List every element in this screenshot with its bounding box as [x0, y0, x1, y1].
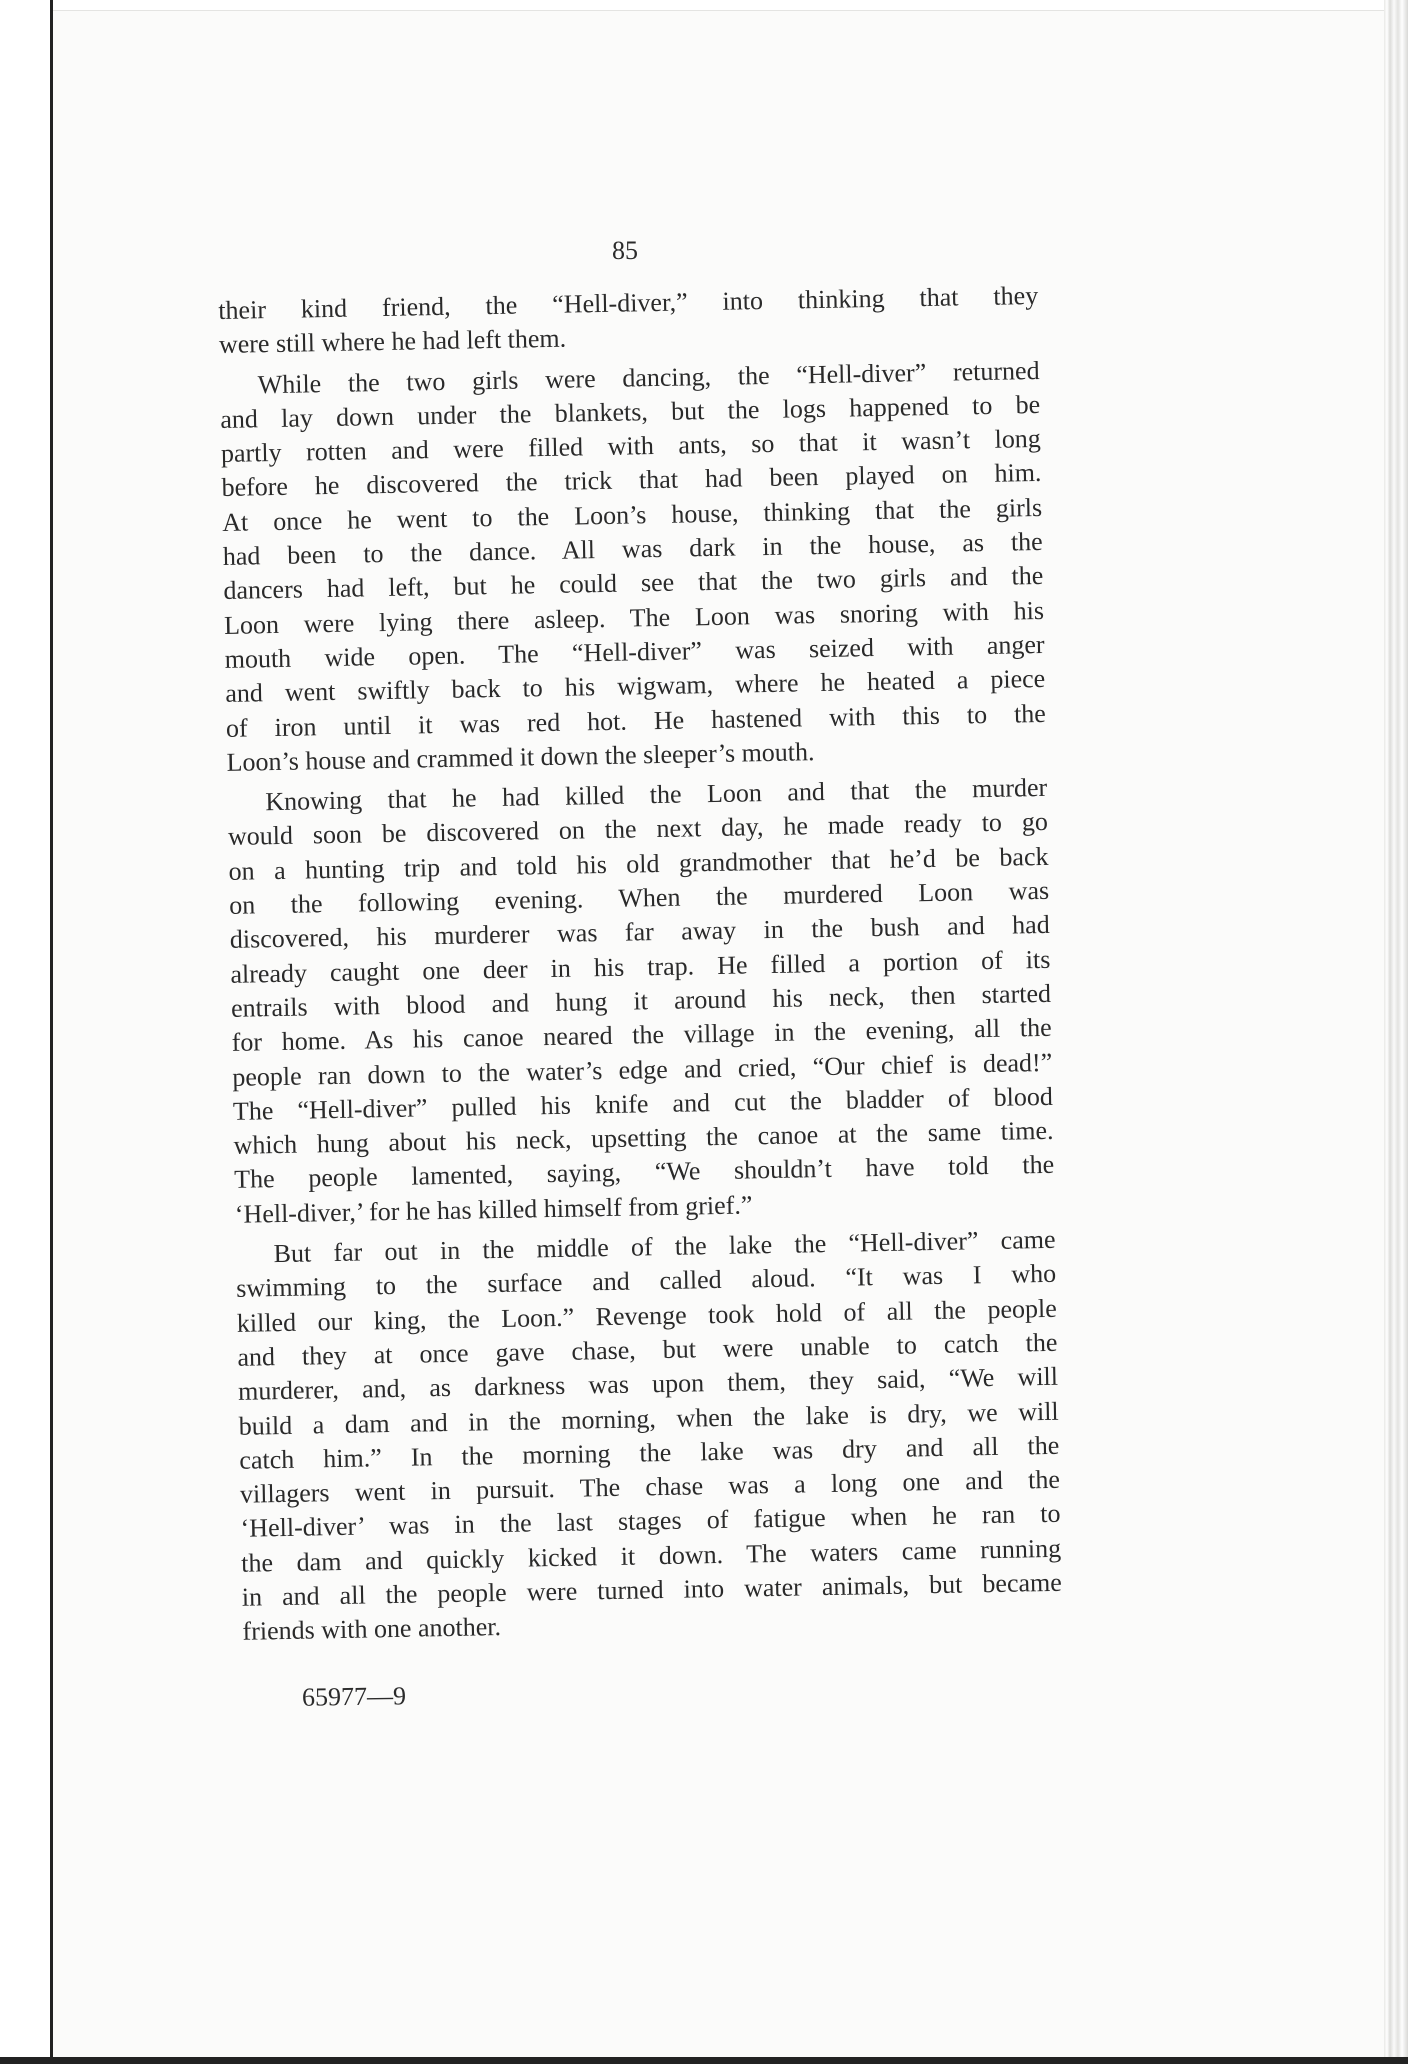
- text-line: ‘Hell-diver’ was in the last stages of fatigue when he ran to: [240, 1499, 1061, 1544]
- scan-right-page-edges: [1384, 0, 1408, 2064]
- text-line: the dam and quickly kicked it down. The waters came running: [240, 1533, 1062, 1578]
- text-line: had been to the dance. All was dark in the house, as the: [222, 527, 1043, 572]
- text-line: friends with one another.: [242, 1612, 502, 1647]
- page-number: 85: [612, 236, 638, 265]
- text-line: and went swiftly back to his wigwam, where he heated a piece: [225, 664, 1046, 709]
- text-line: on a hunting trip and told his old grandmother that he’d be back: [228, 841, 1049, 886]
- text-line: While the two girls were dancing, the “Hell-diver” returned: [257, 355, 1040, 399]
- body-text: [218, 279, 1063, 1649]
- text-line: entrails with blood and hung it around his neck, then started: [230, 978, 1052, 1023]
- text-line: partly rotten and were filled with ants, so that it wasn’t long: [220, 424, 1042, 469]
- text-line: The “Hell-diver” pulled his knife and cut the bladder of blood: [232, 1081, 1054, 1126]
- text-line: But far out in the middle of the lake the “Hell-diver” came: [273, 1224, 1056, 1269]
- printer-signature-mark: 65977—9: [301, 1681, 407, 1712]
- text-line: villagers went in pursuit. The chase was a long one and the: [239, 1464, 1061, 1509]
- scan-top-edge: [0, 0, 1408, 11]
- text-line: dancers had left, but he could see that the two girls and the: [223, 561, 1044, 606]
- scan-bottom-edge: [0, 2057, 1408, 2064]
- text-line: At once he went to the Loon’s house, thinking that the girls: [221, 492, 1043, 537]
- text-line: mouth wide open. The “Hell-diver” was seized with anger: [224, 629, 1045, 674]
- text-line: and they at once gave chase, but were unable to catch the: [237, 1327, 1058, 1372]
- text-line: murderer, and, as darkness was upon them, they said, “We will: [237, 1361, 1059, 1407]
- text-line: already caught one deer in his trap. He filled a portion of its: [230, 944, 1051, 989]
- text-line: which hung about his neck, upsetting the canoe at the same time.: [233, 1115, 1054, 1160]
- text-line: and lay down under the blankets, but the logs happened to be: [220, 389, 1041, 434]
- text-line: catch him.” In the morning the lake was dry and all the: [239, 1430, 1060, 1475]
- text-line: in and all the people were turned into water animals, but became: [241, 1567, 1063, 1612]
- text-line: for home. As his canoe neared the village in the evening, all the: [231, 1013, 1052, 1058]
- text-line: people ran down to the water’s edge and cried, “Our chief is dead!”: [232, 1047, 1053, 1092]
- text-line: would soon be discovered on the next day, he made ready to go: [227, 807, 1049, 852]
- paragraph: [235, 1223, 1062, 1650]
- text-line: their kind friend, the “Hell-diver,” into thinking that they: [218, 280, 1039, 325]
- paragraph: [219, 354, 1046, 781]
- paragraph: [227, 771, 1055, 1232]
- text-line: discovered, his murderer was far away in the bush and had: [229, 910, 1050, 955]
- text-line: build a dam and in the morning, when the lake is dry, we will: [238, 1396, 1059, 1441]
- text-line: killed our king, the Loon.” Revenge took hold of all the people: [236, 1293, 1057, 1338]
- text-line: before he discovered the trick that had been played on him.: [221, 458, 1042, 503]
- text-line: on the following evening. When the murdered Loon was: [228, 875, 1050, 920]
- text-line: Knowing that he had killed the Loon and that the murder: [265, 773, 1048, 817]
- text-line: Loon were lying there asleep. The Loon was snoring with his: [223, 595, 1045, 640]
- text-line: of iron until it was red hot. He hastened with this to the: [225, 698, 1047, 743]
- text-line: were still where he had left them.: [218, 323, 567, 360]
- text-line: ‘Hell-diver,’ for he has killed himself from grief.”: [234, 1190, 753, 1229]
- text-line: swimming to the surface and called aloud. “It was I who: [235, 1259, 1057, 1304]
- text-line: Loon’s house and crammed it down the sleeper’s mouth.: [226, 737, 815, 777]
- text-line: The people lamented, saying, “We shouldn’t have told the: [233, 1150, 1055, 1195]
- scan-left-margin: [0, 0, 53, 2064]
